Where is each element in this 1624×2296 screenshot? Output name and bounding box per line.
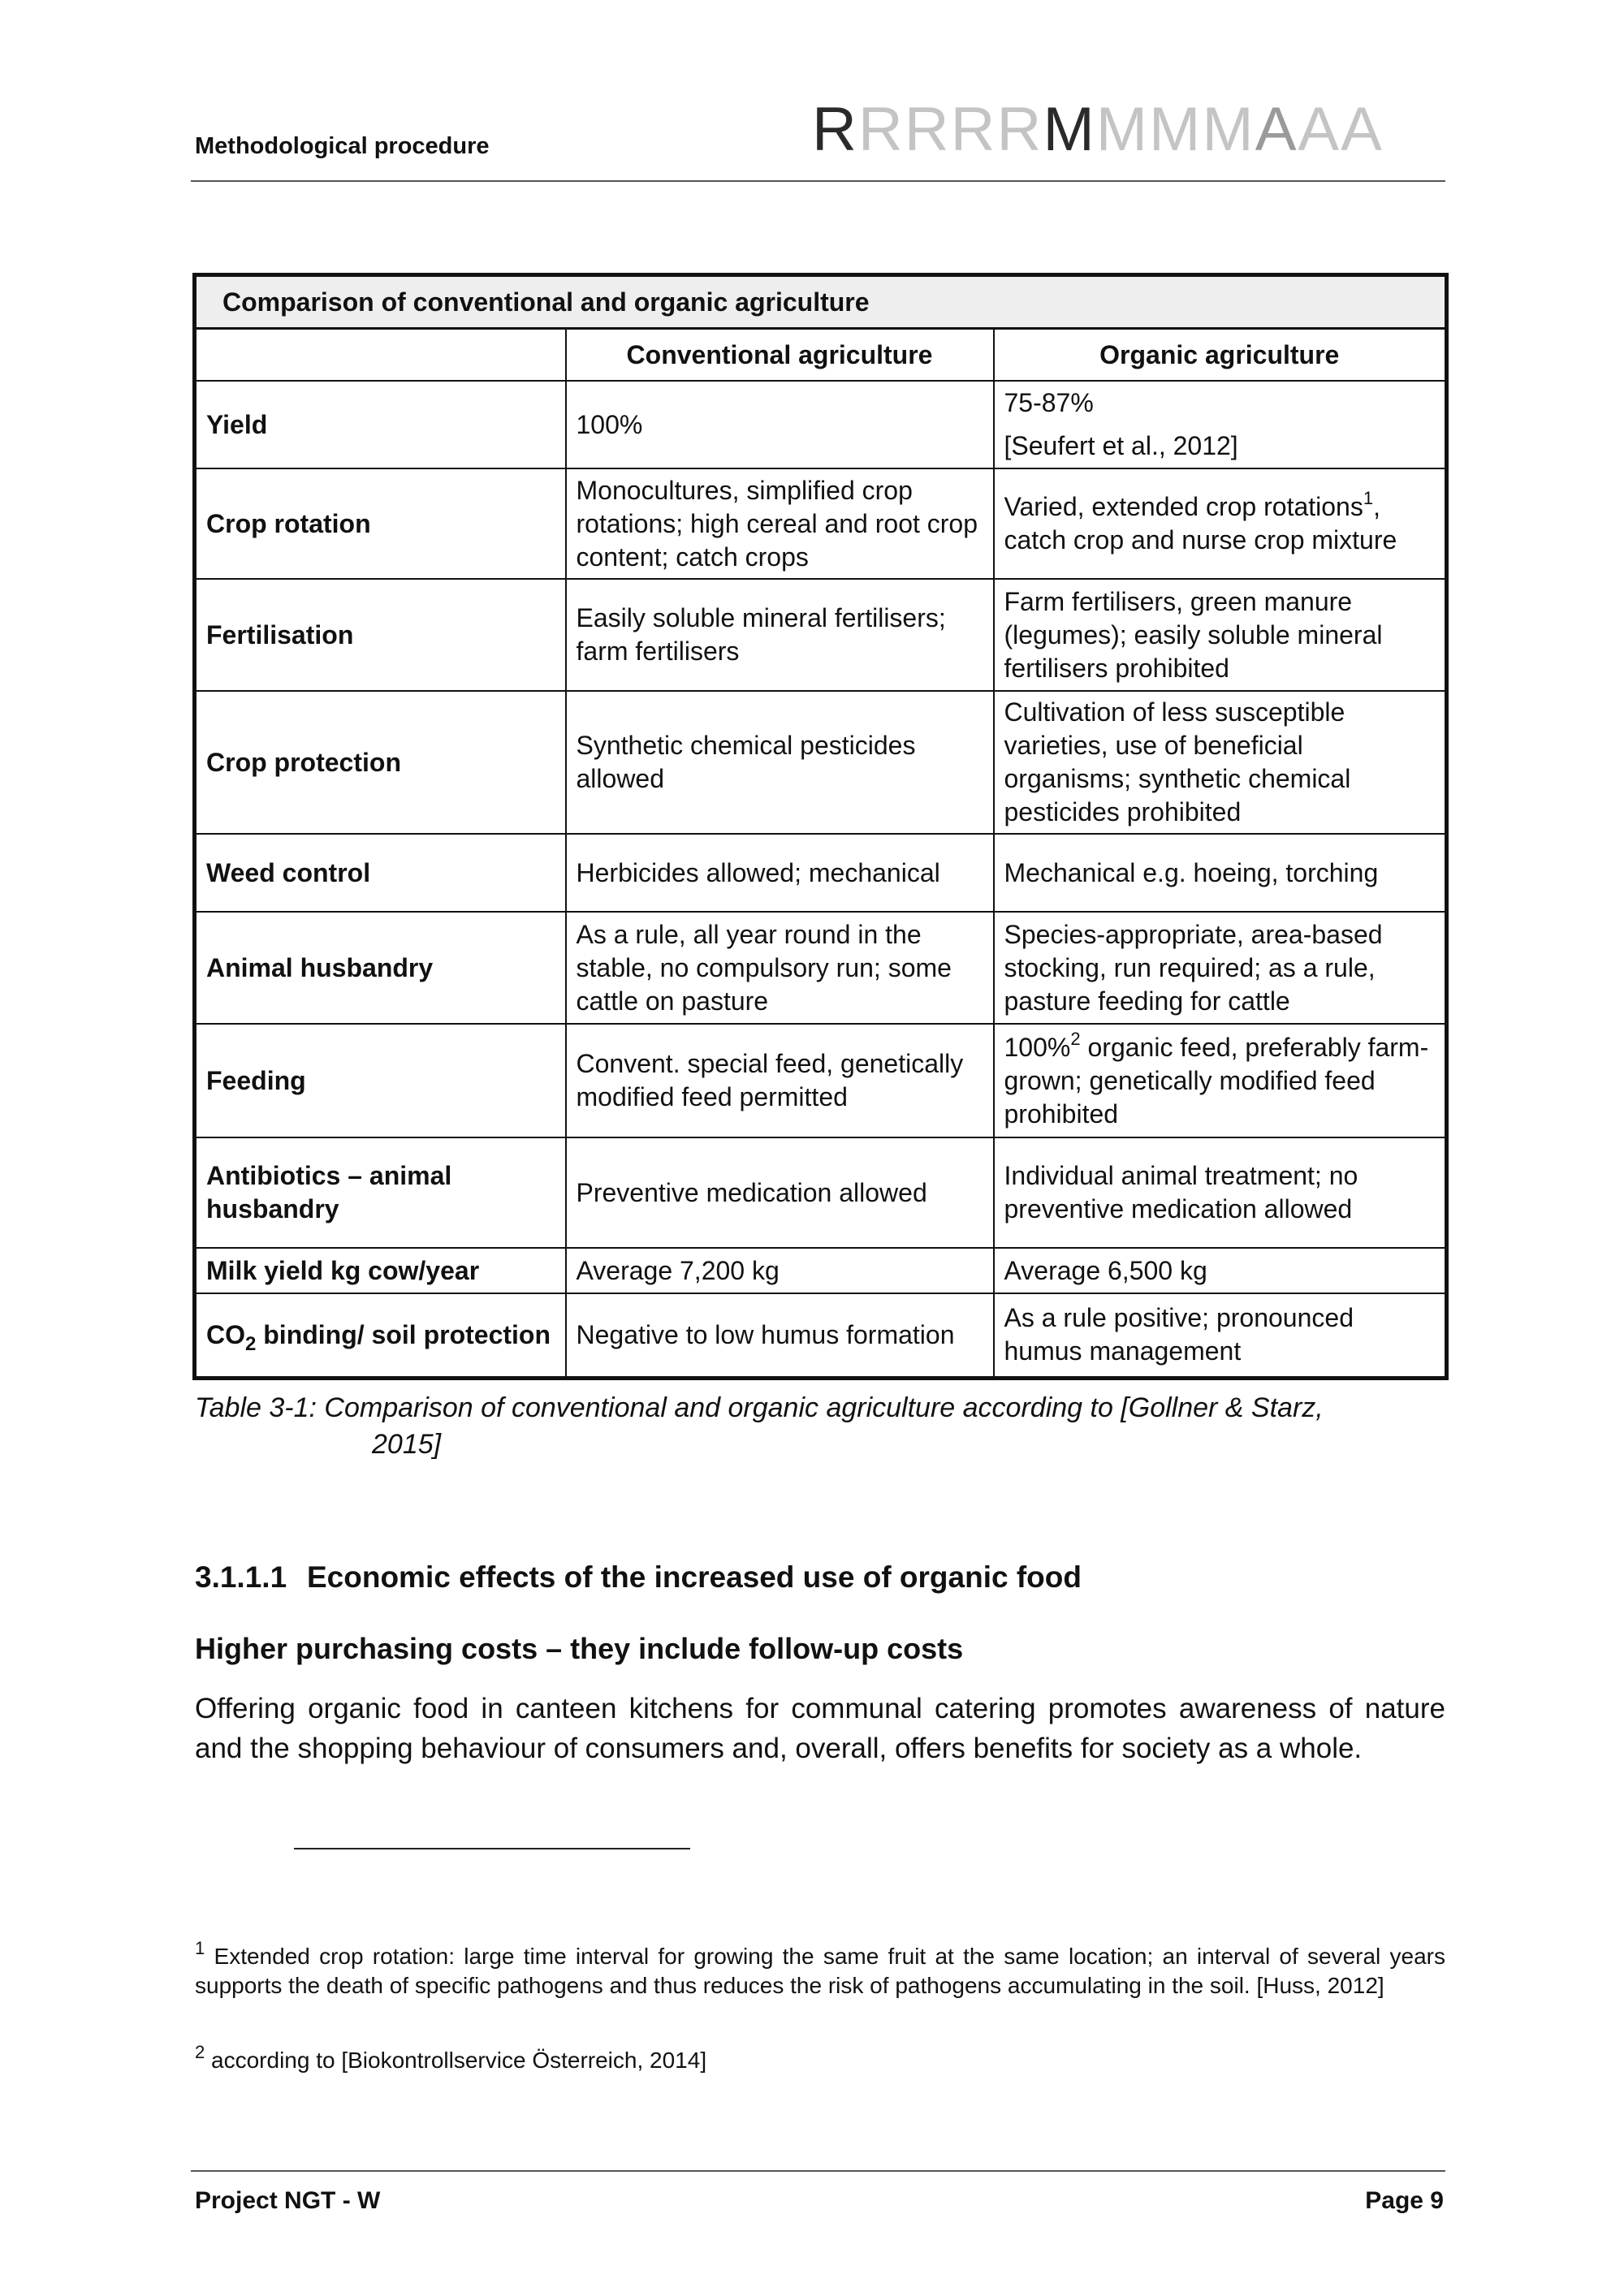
- row-conventional: Preventive medication allowed: [566, 1137, 994, 1248]
- running-header-title: Methodological procedure: [195, 133, 490, 159]
- row-organic: Mechanical e.g. hoeing, torching: [994, 834, 1447, 912]
- organic-value: Varied, extended crop rotations: [1004, 492, 1363, 521]
- row-criterion: Fertilisation: [195, 579, 566, 691]
- row-conventional: Easily soluble mineral fertilisers; farm fertilisers: [566, 579, 994, 691]
- row-organic: Species-appropriate, area-based stocking, run required; as a rule, pasture feeding for cattle: [994, 912, 1447, 1024]
- footnote-mark: 2: [195, 2042, 205, 2062]
- row-conventional: Negative to low humus formation: [566, 1293, 994, 1378]
- footer-divider: [191, 2170, 1445, 2172]
- row-organic: Farm fertilisers, green manure (legumes); easily soluble mineral fertilisers prohibited: [994, 579, 1447, 691]
- row-conventional: Monocultures, simplified crop rotations; high cereal and root crop content; catch crops: [566, 468, 994, 579]
- table-caption: [195, 1390, 1445, 1463]
- table-title-row: [195, 275, 1447, 329]
- footnote-ref: 2: [1070, 1028, 1081, 1049]
- table-header-row: [195, 329, 1447, 382]
- footnote: [195, 2042, 1445, 2075]
- row-criterion: Animal husbandry: [195, 912, 566, 1024]
- row-criterion: Weed control: [195, 834, 566, 912]
- co2-prefix: CO: [206, 1319, 245, 1349]
- table-caption-line-1: Table 3-1: Comparison of conventional and organic agriculture according to [Gollner & Starz,: [195, 1392, 1324, 1423]
- column-header-organic: Organic agriculture: [994, 329, 1447, 382]
- row-conventional: Average 7,200 kg: [566, 1248, 994, 1293]
- row-organic: [994, 1024, 1447, 1137]
- table-row: [195, 1024, 1447, 1137]
- footer-project-name: Project NGT - W: [195, 2187, 381, 2214]
- table-row: [195, 691, 1447, 834]
- table-row: [195, 1137, 1447, 1248]
- table-caption-line-2: 2015]: [372, 1429, 442, 1460]
- comparison-table: [192, 273, 1449, 1380]
- row-organic: As a rule positive; pronounced humus management: [994, 1293, 1447, 1378]
- table-row: [195, 468, 1447, 579]
- row-organic: [994, 468, 1447, 579]
- footnote-mark: 1: [195, 1938, 205, 1958]
- footnote: [195, 1938, 1445, 2000]
- row-criterion: Yield: [195, 381, 566, 468]
- subheading: Higher purchasing costs – they include follow-up costs: [195, 1632, 964, 1665]
- organic-value: 100%: [1004, 1032, 1071, 1062]
- table-row: [195, 1248, 1447, 1293]
- table-row: [195, 579, 1447, 691]
- row-criterion: Milk yield kg cow/year: [195, 1248, 566, 1293]
- table-row: [195, 381, 1447, 468]
- row-organic: Individual animal treatment; no preventive medication allowed: [994, 1137, 1447, 1248]
- organic-value-tail: organic feed, preferably farm-grown; genetically modified feed prohibited: [1004, 1032, 1429, 1129]
- footnote-text: Extended crop rotation: large time interval for growing the same fruit at the same location; an interval of several years supports the death of specific pathogens and thus reduces the risk of pathogens accumulating in the soil. [Huss, 2012]: [195, 1944, 1445, 1998]
- row-criterion: [195, 1293, 566, 1378]
- row-conventional: Synthetic chemical pesticides allowed: [566, 691, 994, 834]
- footnote-ref: 1: [1363, 488, 1374, 508]
- row-conventional: Convent. special feed, genetically modified feed permitted: [566, 1024, 994, 1137]
- column-header-criterion: [195, 329, 566, 382]
- column-header-conventional: Conventional agriculture: [566, 329, 994, 382]
- row-criterion: Crop protection: [195, 691, 566, 834]
- row-criterion: Antibiotics – animal husbandry: [195, 1137, 566, 1248]
- table-row: [195, 834, 1447, 912]
- table-row: [195, 1293, 1447, 1378]
- organic-reference: [Seufert et al., 2012]: [1004, 431, 1238, 460]
- table-title: Comparison of conventional and organic agriculture: [195, 275, 1447, 329]
- row-organic: Average 6,500 kg: [994, 1248, 1447, 1293]
- footnote-divider: [294, 1848, 690, 1849]
- row-conventional: As a rule, all year round in the stable, no compulsory run; some cattle on pasture: [566, 912, 994, 1024]
- organic-value-tail: , catch crop and nurse crop mixture: [1004, 492, 1397, 555]
- row-conventional: 100%: [566, 381, 994, 468]
- header-divider: [191, 180, 1445, 182]
- section-heading: [195, 1560, 1082, 1595]
- row-organic: [994, 381, 1447, 468]
- table-row: [195, 912, 1447, 1024]
- body-paragraph: Offering organic food in canteen kitchens for communal catering promotes awareness of nature and the shopping behaviour of consumers and, overall, offers benefits for society as a whole.: [195, 1693, 1445, 1764]
- footnote-text: according to [Biokontrollservice Österreich, 2014]: [211, 2048, 707, 2073]
- organic-value: 75-87%: [1004, 388, 1094, 417]
- row-organic: Cultivation of less susceptible varieties, use of beneficial organisms; synthetic chemical pesticides prohibited: [994, 691, 1447, 834]
- row-criterion: Crop rotation: [195, 468, 566, 579]
- co2-subscript: 2: [245, 1332, 257, 1355]
- section-title: Economic effects of the increased use of organic food: [307, 1560, 1082, 1594]
- project-logo: RRRRRMMMMAAA: [812, 95, 1384, 164]
- row-criterion: Feeding: [195, 1024, 566, 1137]
- footer-page-number: Page 9: [1365, 2187, 1444, 2214]
- row-conventional: Herbicides allowed; mechanical: [566, 834, 994, 912]
- criterion-tail: binding/ soil protection: [256, 1319, 551, 1349]
- section-number: 3.1.1.1: [195, 1560, 287, 1594]
